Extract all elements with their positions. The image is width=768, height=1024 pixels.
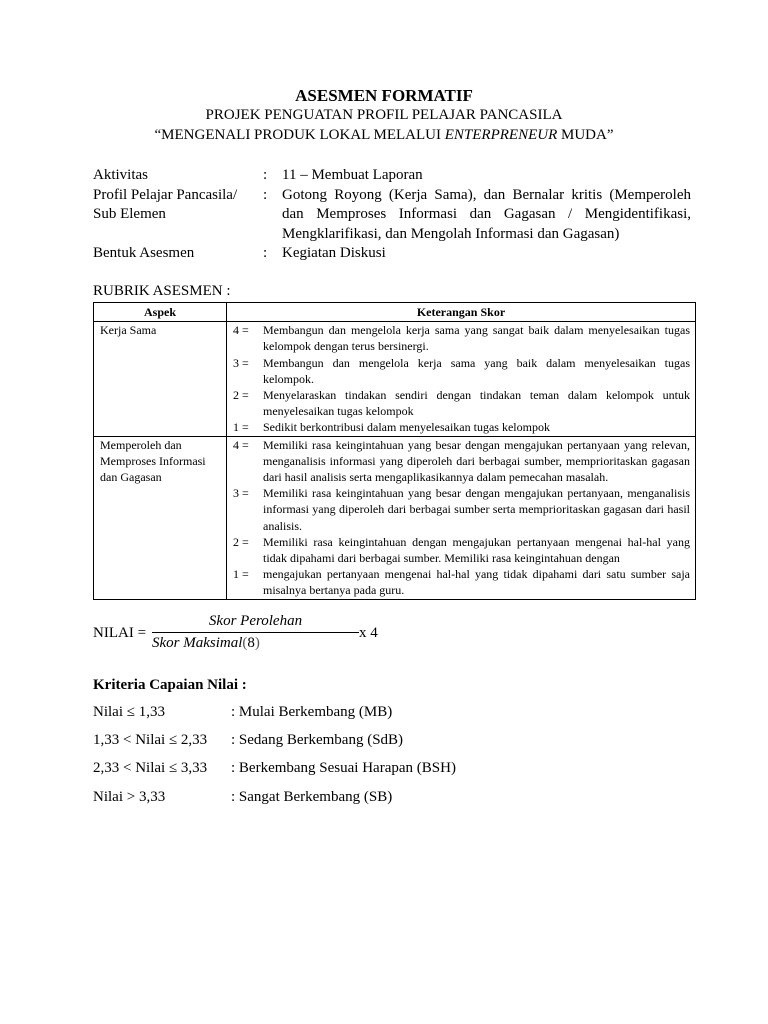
rubric-label: RUBRIK ASESMEN :	[93, 283, 231, 299]
score-line	[233, 566, 690, 598]
kriteria-range: Nilai ≤ 1,33	[93, 704, 165, 720]
rubric-row-memperoleh-informasi	[94, 436, 696, 599]
profil-label-line2: Sub Elemen	[93, 206, 166, 222]
score-description: Menyelaraskan tindakan sendiri dengan tindakan teman dalam kelompok untuk menyelesaikan tugas kelompok	[263, 388, 690, 419]
bentuk-value: Kegiatan Diskusi	[282, 245, 386, 261]
score-description: Membangun dan mengelola kerja sama yang sangat baik dalam menyelesaikan tugas kelompok dengan terus bersinergi.	[263, 323, 690, 354]
kriteria-heading: Kriteria Capaian Nilai :	[93, 677, 247, 693]
info-separator: :	[263, 245, 268, 261]
project-theme-prefix: “MENGENALI PRODUK LOKAL MELALUI	[154, 127, 445, 143]
document-subtitle: PROJEK PENGUATAN PROFIL PELAJAR PANCASILA	[205, 107, 563, 123]
profil-value: Gotong Royong (Kerja Sama), dan Bernalar kritis (Memperoleh dan Memproses Informasi dan Gagasan / Mengidentifikasi, Mengklarifikasi, dan Mengolah Informasi dan Gagasan)	[282, 186, 691, 242]
score-number: 2 =	[233, 388, 249, 403]
score-line	[233, 485, 690, 534]
score-number: 1 =	[233, 567, 249, 582]
score-line	[233, 534, 690, 566]
formula-max-value: 8	[247, 635, 255, 651]
info-row-bentuk	[93, 244, 691, 264]
kriteria-description: : Berkembang Sesuai Harapan (BSH)	[231, 760, 456, 777]
score-description: Memiliki rasa keingintahuan dengan mengajukan pertanyaan mengenai hal-hal yang tidak dipahami dari berbagai sumber. Memiliki rasa keingintahuan dengan	[263, 534, 690, 566]
bentuk-label: Bentuk Asesmen	[93, 245, 195, 261]
formula-numerator: Skor Perolehan	[208, 613, 303, 629]
score-cell	[227, 436, 696, 599]
fraction-bar	[152, 632, 359, 633]
formula-label: NILAI =	[93, 625, 147, 641]
kriteria-item	[93, 704, 456, 732]
info-row-aktivitas	[93, 166, 691, 186]
info-row-profil	[93, 186, 691, 245]
score-formula	[93, 613, 393, 653]
info-section	[93, 166, 691, 264]
score-number: 3 =	[233, 355, 249, 370]
aktivitas-label: Aktivitas	[93, 167, 148, 183]
formula-fraction	[152, 613, 359, 652]
header-aspek: Aspek	[94, 303, 227, 322]
kriteria-description: : Mulai Berkembang (MB)	[231, 704, 393, 720]
score-number: 3 =	[233, 486, 249, 501]
aktivitas-value: 11 – Membuat Laporan	[282, 167, 423, 183]
score-line	[233, 322, 690, 354]
paren-open: (	[242, 635, 248, 651]
kriteria-description: : Sangat Berkembang (SB)	[231, 788, 393, 805]
rubric-header-row	[94, 303, 696, 322]
score-description: Membangun dan mengelola kerja sama yang baik dalam menyelesaikan tugas kelompok.	[263, 355, 690, 386]
score-number: 4 =	[233, 323, 249, 338]
aspek-cell: Memperoleh dan Memproses Informasi dan Gagasan	[94, 436, 227, 599]
score-description: Sedikit berkontribusi dalam menyelesaikan tugas kelompok	[263, 420, 550, 435]
info-separator: :	[263, 186, 268, 203]
document-title: ASESMEN FORMATIF	[295, 86, 473, 105]
kriteria-list	[93, 704, 456, 817]
score-number: 2 =	[233, 534, 249, 549]
score-line	[233, 437, 690, 486]
aspek-cell: Kerja Sama	[94, 322, 227, 436]
project-theme	[0, 127, 768, 144]
score-number: 4 =	[233, 437, 249, 452]
kriteria-item	[93, 732, 456, 760]
kriteria-range: Nilai > 3,33	[93, 788, 166, 805]
formula-multiplier: x 4	[359, 625, 378, 641]
kriteria-description: : Sedang Berkembang (SdB)	[231, 732, 404, 749]
formula-denominator-group	[152, 635, 359, 652]
project-theme-suffix: MUDA”	[557, 127, 614, 143]
rubric-row-kerja-sama	[94, 322, 696, 436]
paren-close: )	[254, 635, 260, 651]
info-separator: :	[263, 167, 268, 183]
profil-label	[93, 186, 263, 245]
kriteria-item	[93, 789, 456, 817]
score-description: Memiliki rasa keingintahuan yang besar dengan mengajukan pertanyaan yang relevan, menganalisis informasi yang diperoleh dari berbagai sumber, memprioritaskan gagasan dari hasil analisis serta mengaplikasikannya dalam pemecahan masalah.	[263, 437, 690, 485]
kriteria-range: 1,33 < Nilai ≤ 2,33	[93, 732, 208, 749]
rubric-table	[93, 302, 696, 600]
header-keterangan-skor: Keterangan Skor	[227, 303, 696, 322]
kriteria-range: 2,33 < Nilai ≤ 3,33	[93, 760, 208, 777]
score-line	[233, 419, 690, 435]
kriteria-item	[93, 760, 456, 788]
score-description: mengajukan pertanyaan mengenai hal-hal yang tidak dipahami dari satu sumber saja misalnya bertanya pada guru.	[263, 567, 690, 598]
score-description: Memiliki rasa keingintahuan yang besar dengan mengajukan pertanyaan, menganalisis informasi yang diperoleh dari berbagai sumber serta memprioritaskan gagasan dari hasil analisis.	[263, 486, 690, 533]
score-line	[233, 387, 690, 419]
score-line	[233, 355, 690, 387]
score-number: 1 =	[233, 420, 249, 435]
score-cell	[227, 322, 696, 436]
formula-denominator: Skor Maksimal	[152, 635, 243, 651]
profil-label-line1: Profil Pelajar Pancasila/	[93, 186, 238, 203]
project-theme-emphasis: ENTERPRENEUR	[444, 127, 558, 143]
